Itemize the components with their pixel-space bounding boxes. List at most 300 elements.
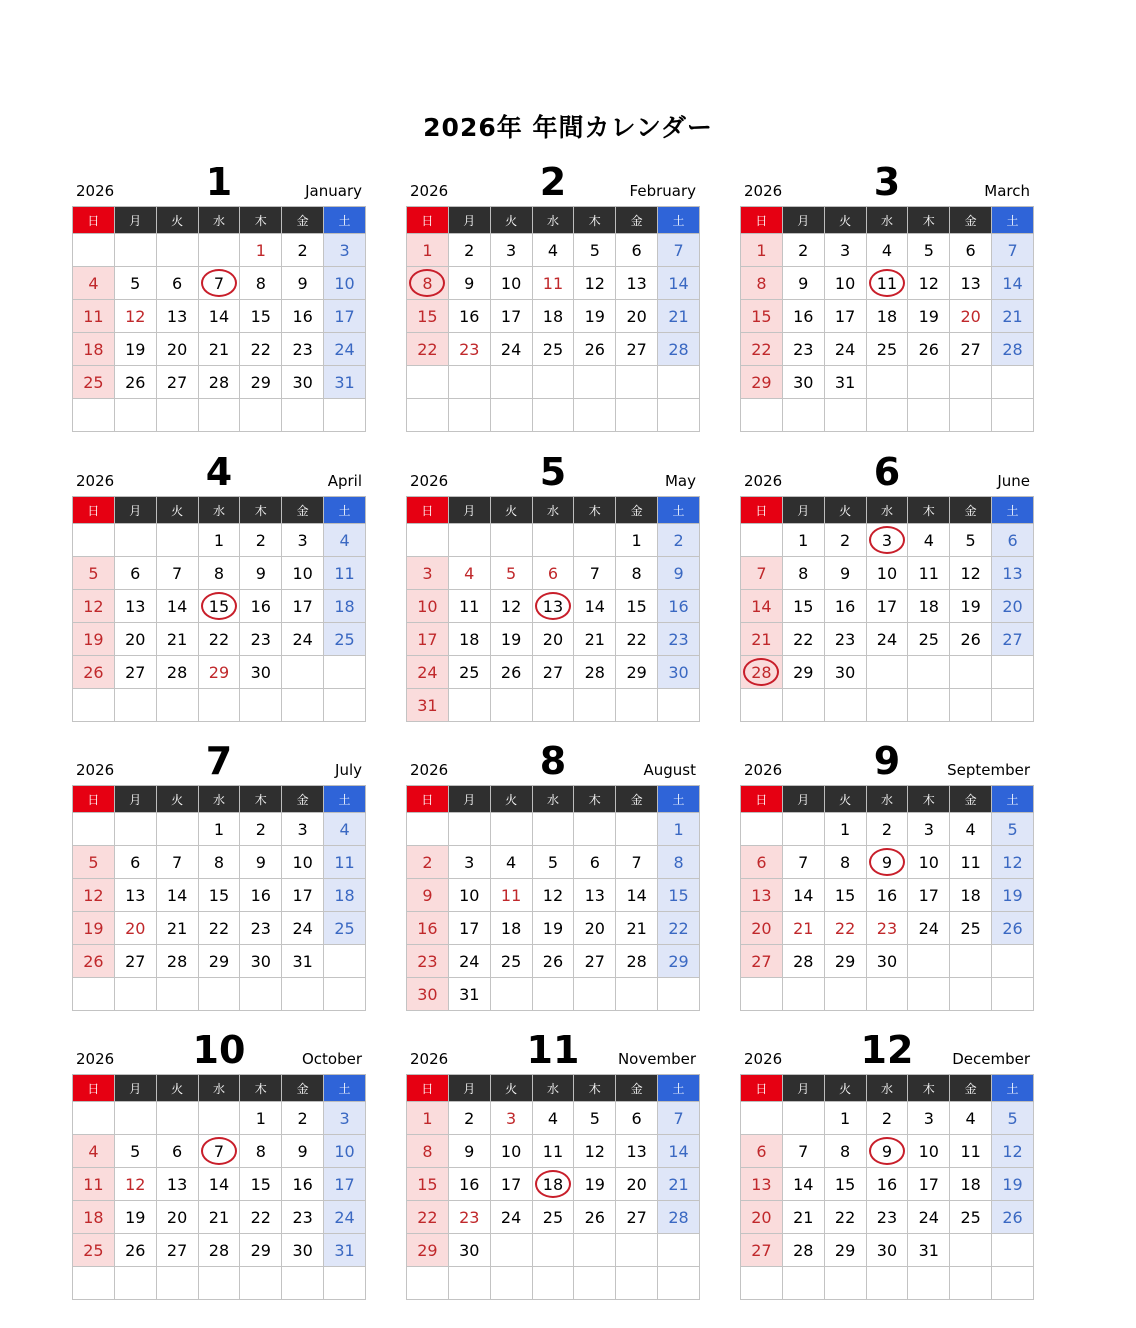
day-cell: 26 — [574, 333, 616, 366]
weekday-header-row — [741, 497, 1034, 524]
week-row — [741, 557, 1034, 590]
day-cell: 20 — [156, 1201, 198, 1234]
day-cell: 12 — [73, 879, 115, 912]
empty-cell — [782, 399, 824, 432]
day-cell: 16 — [407, 912, 449, 945]
day-cell: 24 — [448, 945, 490, 978]
empty-cell — [407, 399, 449, 432]
day-cell: 27 — [616, 333, 658, 366]
week-row — [407, 366, 700, 399]
weekday-header: 火 — [824, 786, 866, 813]
day-cell: 30 — [866, 1234, 908, 1267]
weekday-header: 火 — [490, 1075, 532, 1102]
day-cell: 5 — [992, 1102, 1034, 1135]
day-cell: 29 — [782, 656, 824, 689]
day-cell: 17 — [324, 1168, 366, 1201]
empty-cell — [908, 945, 950, 978]
weekday-header: 月 — [448, 497, 490, 524]
weekday-header: 金 — [616, 1075, 658, 1102]
weekday-header: 土 — [324, 497, 366, 524]
empty-cell — [574, 689, 616, 722]
week-row — [73, 234, 366, 267]
day-cell: 13 — [156, 1168, 198, 1201]
weekday-header: 火 — [824, 497, 866, 524]
month-number: 10 — [192, 1028, 246, 1072]
empty-cell — [574, 366, 616, 399]
day-cell: 20 — [574, 912, 616, 945]
day-cell: 17 — [908, 879, 950, 912]
week-row — [741, 1201, 1034, 1234]
empty-cell — [114, 399, 156, 432]
weekday-header: 木 — [908, 786, 950, 813]
day-cell: 13 — [532, 590, 574, 623]
day-cell: 10 — [908, 1135, 950, 1168]
empty-cell — [741, 1102, 783, 1135]
day-cell: 26 — [73, 656, 115, 689]
month-number: 1 — [205, 160, 233, 204]
week-row — [407, 1267, 700, 1300]
empty-cell — [616, 399, 658, 432]
weekday-header: 月 — [448, 1075, 490, 1102]
weekday-header: 火 — [824, 207, 866, 234]
day-cell: 10 — [490, 1135, 532, 1168]
month-name: February — [629, 182, 696, 200]
day-cell: 17 — [490, 1168, 532, 1201]
day-cell: 22 — [782, 623, 824, 656]
day-cell: 4 — [950, 1102, 992, 1135]
day-cell: 11 — [866, 267, 908, 300]
day-cell: 23 — [866, 1201, 908, 1234]
month-number: 12 — [860, 1028, 914, 1072]
day-cell: 19 — [114, 333, 156, 366]
empty-cell — [156, 234, 198, 267]
day-cell: 8 — [240, 1135, 282, 1168]
day-cell: 1 — [407, 234, 449, 267]
day-cell: 1 — [407, 1102, 449, 1135]
empty-cell — [73, 524, 115, 557]
day-cell: 22 — [824, 1201, 866, 1234]
weekday-header: 土 — [658, 207, 700, 234]
day-cell: 27 — [741, 945, 783, 978]
day-cell: 20 — [532, 623, 574, 656]
day-cell: 23 — [658, 623, 700, 656]
weekday-header: 日 — [407, 1075, 449, 1102]
weekday-header: 火 — [490, 207, 532, 234]
day-cell: 15 — [782, 590, 824, 623]
day-cell: 23 — [240, 912, 282, 945]
weekday-header: 金 — [616, 207, 658, 234]
day-cell: 13 — [741, 879, 783, 912]
month-number: 6 — [873, 450, 901, 494]
week-row — [407, 945, 700, 978]
week-row — [741, 590, 1034, 623]
month-name: September — [947, 761, 1030, 779]
month-5 — [406, 450, 700, 750]
weekday-header-row — [73, 207, 366, 234]
day-cell: 21 — [782, 912, 824, 945]
day-cell: 18 — [532, 1168, 574, 1201]
day-cell: 29 — [198, 656, 240, 689]
month-2 — [406, 160, 700, 460]
week-row — [741, 267, 1034, 300]
empty-cell — [532, 1234, 574, 1267]
month-year-label: 2026 — [76, 761, 115, 779]
weekday-header: 金 — [282, 1075, 324, 1102]
day-cell: 1 — [658, 813, 700, 846]
weekday-header: 日 — [407, 497, 449, 524]
day-cell: 4 — [73, 1135, 115, 1168]
empty-cell — [448, 366, 490, 399]
empty-cell — [532, 689, 574, 722]
day-cell: 7 — [658, 1102, 700, 1135]
day-cell: 19 — [908, 300, 950, 333]
day-cell: 25 — [866, 333, 908, 366]
day-cell: 8 — [616, 557, 658, 590]
week-row — [741, 656, 1034, 689]
day-cell: 9 — [282, 1135, 324, 1168]
empty-cell — [282, 689, 324, 722]
day-cell: 6 — [950, 234, 992, 267]
day-cell: 24 — [407, 656, 449, 689]
week-row — [407, 557, 700, 590]
week-row — [407, 590, 700, 623]
month-name: May — [664, 472, 696, 490]
day-cell: 27 — [574, 945, 616, 978]
day-cell: 7 — [616, 846, 658, 879]
day-cell: 26 — [114, 1234, 156, 1267]
week-row — [741, 978, 1034, 1011]
day-cell: 25 — [448, 656, 490, 689]
day-cell: 16 — [282, 1168, 324, 1201]
day-cell: 14 — [574, 590, 616, 623]
empty-cell — [950, 399, 992, 432]
week-row — [407, 1135, 700, 1168]
day-cell: 16 — [658, 590, 700, 623]
day-cell: 31 — [282, 945, 324, 978]
week-row — [407, 399, 700, 432]
day-cell: 15 — [240, 300, 282, 333]
empty-cell — [992, 366, 1034, 399]
day-cell: 14 — [156, 879, 198, 912]
day-cell: 15 — [616, 590, 658, 623]
day-cell: 9 — [240, 846, 282, 879]
weekday-header: 水 — [198, 786, 240, 813]
empty-cell — [407, 1267, 449, 1300]
empty-cell — [950, 1234, 992, 1267]
day-cell: 23 — [782, 333, 824, 366]
weekday-header: 月 — [114, 1075, 156, 1102]
day-cell: 29 — [824, 1234, 866, 1267]
day-cell: 12 — [950, 557, 992, 590]
day-cell: 11 — [908, 557, 950, 590]
weekday-header: 金 — [950, 1075, 992, 1102]
day-cell: 3 — [282, 524, 324, 557]
day-cell: 8 — [824, 846, 866, 879]
day-cell: 5 — [73, 557, 115, 590]
day-cell: 13 — [616, 267, 658, 300]
day-cell: 25 — [324, 623, 366, 656]
day-cell: 19 — [73, 623, 115, 656]
empty-cell — [574, 1234, 616, 1267]
weekday-header: 水 — [198, 207, 240, 234]
empty-cell — [616, 689, 658, 722]
week-row — [73, 912, 366, 945]
month-table — [740, 206, 1034, 432]
day-cell: 29 — [198, 945, 240, 978]
day-cell: 27 — [532, 656, 574, 689]
week-row — [73, 689, 366, 722]
empty-cell — [574, 813, 616, 846]
month-6 — [740, 450, 1034, 750]
empty-cell — [114, 1102, 156, 1135]
day-cell: 23 — [282, 333, 324, 366]
day-cell: 28 — [574, 656, 616, 689]
day-cell: 10 — [324, 267, 366, 300]
empty-cell — [992, 945, 1034, 978]
day-cell: 20 — [992, 590, 1034, 623]
day-cell: 9 — [407, 879, 449, 912]
empty-cell — [73, 1267, 115, 1300]
day-cell: 2 — [866, 813, 908, 846]
empty-cell — [156, 524, 198, 557]
day-cell: 7 — [198, 1135, 240, 1168]
day-cell: 30 — [782, 366, 824, 399]
empty-cell — [908, 1267, 950, 1300]
weekday-header: 月 — [448, 207, 490, 234]
empty-cell — [448, 689, 490, 722]
day-cell: 9 — [658, 557, 700, 590]
week-row — [407, 879, 700, 912]
weekday-header: 水 — [532, 786, 574, 813]
empty-cell — [908, 399, 950, 432]
day-cell: 21 — [616, 912, 658, 945]
day-cell: 18 — [908, 590, 950, 623]
month-number: 11 — [526, 1028, 580, 1072]
empty-cell — [574, 399, 616, 432]
week-row — [73, 590, 366, 623]
empty-cell — [448, 1267, 490, 1300]
day-cell: 6 — [114, 557, 156, 590]
day-cell: 6 — [574, 846, 616, 879]
empty-cell — [824, 689, 866, 722]
week-row — [741, 846, 1034, 879]
day-cell: 6 — [616, 234, 658, 267]
empty-cell — [741, 813, 783, 846]
day-cell: 14 — [782, 879, 824, 912]
weekday-header: 火 — [490, 786, 532, 813]
week-row — [741, 366, 1034, 399]
weekday-header-row — [407, 497, 700, 524]
day-cell: 26 — [114, 366, 156, 399]
week-row — [407, 912, 700, 945]
week-row — [73, 846, 366, 879]
month-table — [406, 1074, 700, 1300]
day-cell: 3 — [866, 524, 908, 557]
day-cell: 30 — [407, 978, 449, 1011]
day-cell: 14 — [992, 267, 1034, 300]
weekday-header: 水 — [532, 1075, 574, 1102]
weekday-header: 金 — [950, 207, 992, 234]
weekday-header-row — [407, 207, 700, 234]
day-cell: 17 — [490, 300, 532, 333]
weekday-header: 木 — [240, 207, 282, 234]
day-cell: 29 — [616, 656, 658, 689]
day-cell: 19 — [992, 879, 1034, 912]
day-cell: 13 — [156, 300, 198, 333]
empty-cell — [782, 813, 824, 846]
day-cell: 25 — [73, 1234, 115, 1267]
weekday-header: 金 — [282, 786, 324, 813]
weekday-header-row — [741, 207, 1034, 234]
day-cell: 11 — [950, 846, 992, 879]
day-cell: 18 — [324, 590, 366, 623]
day-cell: 21 — [198, 333, 240, 366]
weekday-header: 土 — [324, 207, 366, 234]
weekday-header: 火 — [824, 1075, 866, 1102]
weekday-header: 日 — [73, 786, 115, 813]
month-table — [406, 206, 700, 432]
day-cell: 14 — [156, 590, 198, 623]
weekday-header: 土 — [324, 786, 366, 813]
empty-cell — [616, 813, 658, 846]
empty-cell — [824, 399, 866, 432]
month-4 — [72, 450, 366, 750]
weekday-header: 土 — [992, 1075, 1034, 1102]
day-cell: 1 — [240, 234, 282, 267]
day-cell: 16 — [240, 879, 282, 912]
month-9 — [740, 739, 1034, 1039]
day-cell: 22 — [198, 623, 240, 656]
empty-cell — [324, 399, 366, 432]
weekday-header: 日 — [741, 497, 783, 524]
day-cell: 19 — [73, 912, 115, 945]
week-row — [741, 1168, 1034, 1201]
empty-cell — [992, 656, 1034, 689]
day-cell: 22 — [407, 1201, 449, 1234]
week-row — [741, 234, 1034, 267]
empty-cell — [156, 399, 198, 432]
empty-cell — [532, 978, 574, 1011]
day-cell: 10 — [282, 557, 324, 590]
empty-cell — [490, 524, 532, 557]
month-7 — [72, 739, 366, 1039]
empty-cell — [198, 978, 240, 1011]
day-cell: 18 — [448, 623, 490, 656]
day-cell: 5 — [950, 524, 992, 557]
month-number: 9 — [873, 739, 901, 783]
day-cell: 26 — [490, 656, 532, 689]
day-cell: 11 — [324, 846, 366, 879]
weekday-header: 日 — [73, 207, 115, 234]
week-row — [407, 524, 700, 557]
day-cell: 30 — [240, 945, 282, 978]
week-row — [407, 623, 700, 656]
week-row — [73, 300, 366, 333]
day-cell: 7 — [198, 267, 240, 300]
day-cell: 27 — [950, 333, 992, 366]
day-cell: 6 — [992, 524, 1034, 557]
day-cell: 7 — [156, 846, 198, 879]
day-cell: 31 — [448, 978, 490, 1011]
day-cell: 23 — [448, 1201, 490, 1234]
day-cell: 30 — [282, 1234, 324, 1267]
day-cell: 4 — [532, 234, 574, 267]
weekday-header: 木 — [908, 207, 950, 234]
week-row — [73, 1234, 366, 1267]
empty-cell — [992, 1267, 1034, 1300]
day-cell: 29 — [824, 945, 866, 978]
week-row — [407, 333, 700, 366]
day-cell: 25 — [950, 912, 992, 945]
day-cell: 11 — [532, 1135, 574, 1168]
empty-cell — [448, 399, 490, 432]
day-cell: 28 — [198, 1234, 240, 1267]
day-cell: 22 — [741, 333, 783, 366]
day-cell: 20 — [156, 333, 198, 366]
day-cell: 25 — [532, 333, 574, 366]
day-cell: 9 — [448, 1135, 490, 1168]
empty-cell — [198, 1102, 240, 1135]
day-cell: 30 — [866, 945, 908, 978]
week-row — [407, 1168, 700, 1201]
day-cell: 8 — [198, 846, 240, 879]
day-cell: 12 — [532, 879, 574, 912]
empty-cell — [866, 1267, 908, 1300]
weekday-header: 日 — [741, 1075, 783, 1102]
empty-cell — [741, 1267, 783, 1300]
day-cell: 27 — [156, 366, 198, 399]
day-cell: 12 — [73, 590, 115, 623]
empty-cell — [616, 366, 658, 399]
empty-cell — [950, 656, 992, 689]
empty-cell — [73, 813, 115, 846]
day-cell: 2 — [448, 234, 490, 267]
week-row — [741, 1267, 1034, 1300]
empty-cell — [73, 399, 115, 432]
day-cell: 22 — [240, 333, 282, 366]
day-cell: 15 — [741, 300, 783, 333]
day-cell: 10 — [407, 590, 449, 623]
day-cell: 6 — [741, 1135, 783, 1168]
day-cell: 3 — [908, 1102, 950, 1135]
empty-cell — [950, 1267, 992, 1300]
empty-cell — [156, 1102, 198, 1135]
weekday-header-row — [741, 1075, 1034, 1102]
month-year-label: 2026 — [76, 182, 115, 200]
day-cell: 14 — [782, 1168, 824, 1201]
day-cell: 1 — [198, 524, 240, 557]
weekday-header: 火 — [156, 207, 198, 234]
empty-cell — [490, 689, 532, 722]
day-cell: 11 — [448, 590, 490, 623]
day-cell: 29 — [407, 1234, 449, 1267]
empty-cell — [114, 813, 156, 846]
day-cell: 23 — [240, 623, 282, 656]
day-cell: 26 — [950, 623, 992, 656]
empty-cell — [114, 524, 156, 557]
empty-cell — [114, 1267, 156, 1300]
day-cell: 10 — [282, 846, 324, 879]
day-cell: 15 — [658, 879, 700, 912]
week-row — [73, 623, 366, 656]
day-cell: 28 — [156, 656, 198, 689]
day-cell: 23 — [448, 333, 490, 366]
day-cell: 12 — [574, 1135, 616, 1168]
day-cell: 8 — [407, 267, 449, 300]
month-table — [72, 785, 366, 1011]
week-row — [73, 1168, 366, 1201]
day-cell: 18 — [950, 1168, 992, 1201]
